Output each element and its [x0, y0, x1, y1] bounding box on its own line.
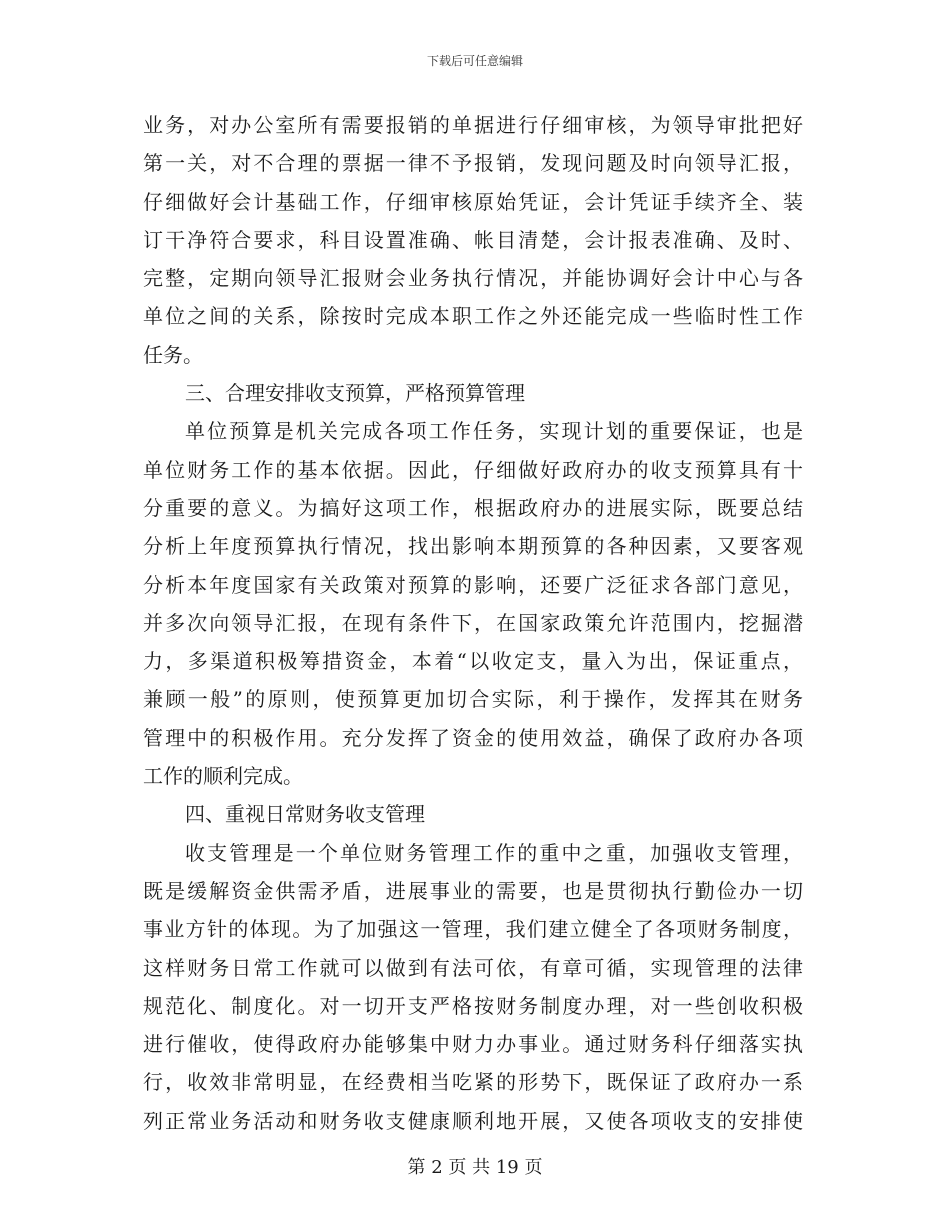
- text-line: 工作的顺利完成。: [143, 764, 303, 789]
- text-line: 规范化、制度化。对一切开支严格按财务制度办理，对一些创收积极: [143, 993, 803, 1018]
- text-line: 既是缓解资金供需矛盾，进展事业的需要，也是贯彻执行勤俭办一切: [143, 878, 803, 903]
- text-line: 任务。: [143, 342, 203, 367]
- text-line: 第一关，对不合理的票据一律不予报销，发现问题及时向领导汇报，: [143, 151, 803, 176]
- text-line: 单位之间的关系，除按时完成本职工作之外还能完成一些临时性工作: [143, 304, 803, 329]
- document-body: [143, 106, 803, 1140]
- text-line: 事业方针的体现。为了加强这一管理，我们建立健全了各项财务制度，: [143, 917, 803, 942]
- page-footer: 第 2 页 共 19 页: [407, 1157, 543, 1178]
- text-line: 分析本年度国家有关政策对预算的影响，还要广泛征求各部门意见，: [143, 572, 803, 597]
- text-line: 力，多渠道积极筹措资金，本着“以收定支，量入为出，保证重点，: [143, 649, 803, 674]
- text-line: 并多次向领导汇报，在现有条件下，在国家政策允许范围内，挖掘潜: [143, 610, 803, 635]
- text-line: 兼顾一般”的原则，使预算更加切合实际，利于操作，发挥其在财务: [143, 687, 803, 712]
- text-line: 行，收效非常明显，在经费相当吃紧的形势下，既保证了政府办一系: [143, 1070, 803, 1095]
- text-line: 业务，对办公室所有需要报销的单据进行仔细审核，为领导审批把好: [143, 113, 803, 137]
- text-line: 分析上年度预算执行情况，找出影响本期预算的各种因素，又要客观: [143, 534, 803, 559]
- text-line: 这样财务日常工作就可以做到有法可依，有章可循，实现管理的法律: [143, 955, 803, 980]
- text-line: 列正常业务活动和财务收支健康顺利地开展，又使各项收支的安排使: [143, 1108, 803, 1133]
- text-line: 收支管理是一个单位财务管理工作的重中之重，加强收支管理，: [185, 840, 803, 865]
- text-line: 进行催收，使得政府办能够集中财力办事业。通过财务科仔细落实执: [143, 1032, 803, 1057]
- page-header: 下载后可任意编辑: [426, 54, 523, 68]
- text-line: 仔细做好会计基础工作，仔细审核原始凭证，会计凭证手续齐全、装: [143, 189, 803, 214]
- text-line: 分重要的意义。为搞好这项工作，根据政府办的进展实际，既要总结: [143, 495, 803, 520]
- text-line: 四、重视日常财务收支管理: [185, 802, 425, 827]
- text-line: 管理中的积极作用。充分发挥了资金的使用效益，确保了政府办各项: [143, 725, 803, 750]
- text-line: 订干净符合要求，科目设置准确、帐目清楚，会计报表准确、及时、: [143, 227, 803, 252]
- text-line: 单位财务工作的基本依据。因此，仔细做好政府办的收支预算具有十: [143, 457, 803, 482]
- text-line: 三、合理安排收支预算，严格预算管理: [185, 381, 525, 406]
- text-line: 完整，定期向领导汇报财会业务执行情况，并能协调好会计中心与各: [143, 266, 803, 291]
- text-line: 单位预算是机关完成各项工作任务，实现计划的重要保证，也是: [185, 419, 803, 444]
